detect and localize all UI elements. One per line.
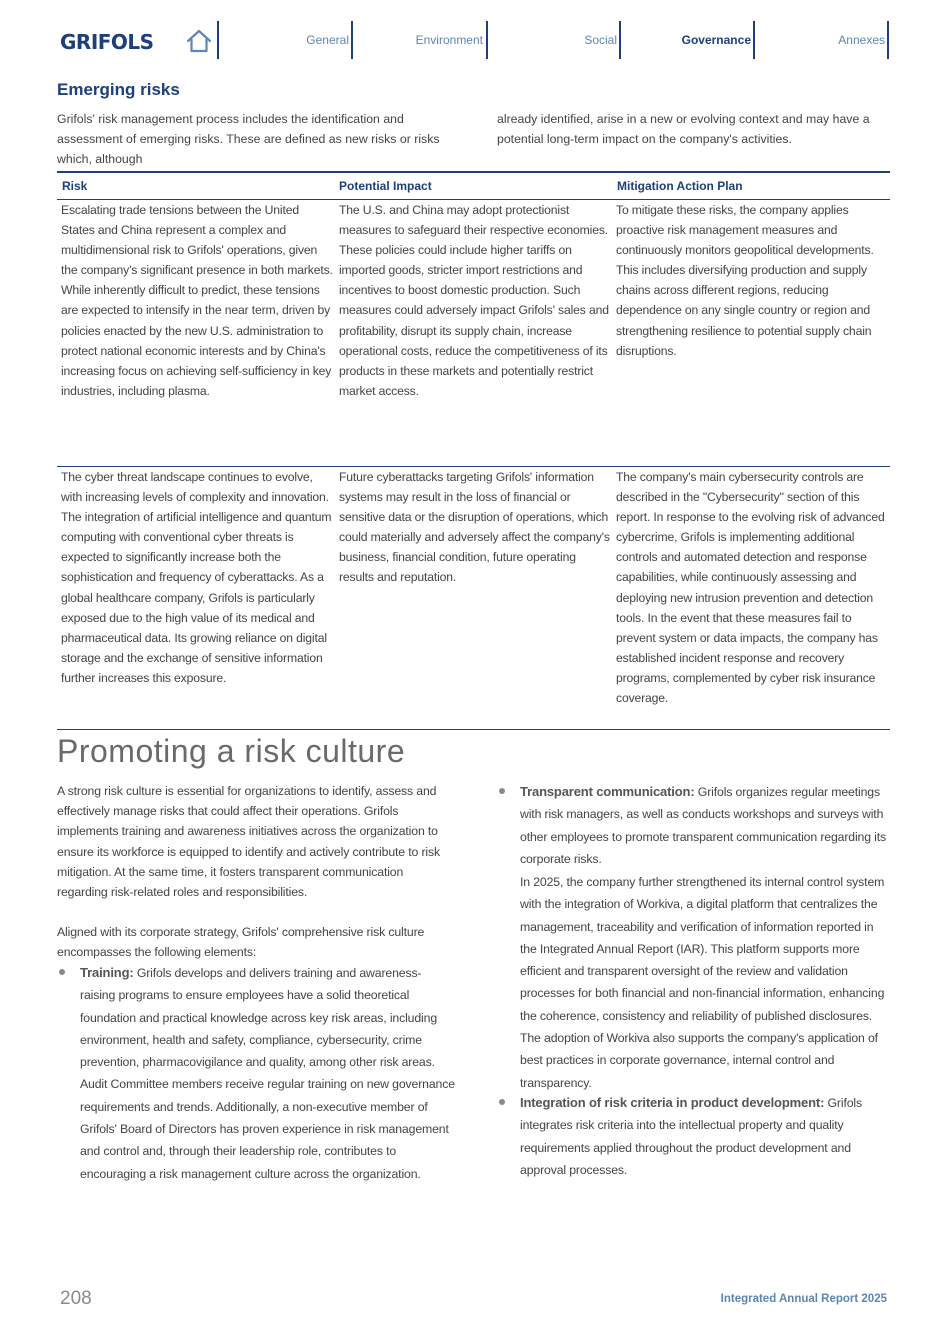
table-header-impact: Potential Impact	[339, 179, 432, 193]
table-top-rule	[57, 171, 890, 173]
section-title-emerging-risks: Emerging risks	[57, 80, 180, 99]
nav-separator	[887, 21, 889, 59]
table-cell-impact: Future cyberattacks targeting Grifols' information systems may result in the loss of financial or sensitive data or the disruption of operations, which could materially and adversely affect the company's business, financial condition, future operating results and reputation.	[339, 470, 610, 585]
table-header-risk: Risk	[62, 179, 88, 193]
nav-annexes[interactable]: Annexes	[838, 33, 885, 47]
nav-separator	[351, 21, 353, 59]
page-number: 208	[60, 1288, 92, 1309]
paragraph: Aligned with its corporate strategy, Grifols' comprehensive risk culture encompasses the following elements:	[57, 925, 425, 960]
bullet-icon	[499, 788, 505, 794]
section-title-promoting-risk-culture: Promoting a risk culture	[57, 733, 406, 769]
nav-separator	[486, 21, 488, 59]
bullet-icon	[499, 1099, 505, 1105]
report-name[interactable]: Integrated Annual Report 2025	[720, 1293, 887, 1305]
intro-text-left: Grifols' risk management process includes the identification and assessment of emerging risks. These are defined as new risks or risks which, although	[57, 112, 440, 166]
bullet-training	[80, 962, 455, 1185]
bullet-integration-risk-criteria	[520, 1092, 892, 1181]
bullet-text: Grifols integrates risk criteria into the intellectual property and quality requirements applied throughout the product development and approval processes.	[520, 1096, 862, 1177]
bullet-text: Grifols organizes regular meetings with risk managers, as well as conducts workshops and surveys with other employees to promote transparent communication regarding its corporate risks.	[520, 785, 887, 866]
nav-separator	[753, 21, 755, 59]
table-cell-risk: Escalating trade tensions between the United States and China represent a complex and multidimensional risk to Grifols' operations, given the company's significant presence in both markets. While inherently difficult to predict, these tensions are expected to intensify in the near term, driven by policies enacted by the new U.S. administration to protect national economic interests and by China's increasing focus on achieving self-sufficiency in key industries, including plasma.	[61, 203, 333, 398]
bullet-label: Transparent communication:	[520, 784, 695, 799]
bullet-icon	[59, 969, 65, 975]
nav-separator	[217, 21, 219, 59]
table-cell-mitigation: To mitigate these risks, the company applies proactive risk management measures and continuously monitors geopolitical developments. This includes diversifying production and supply chains across different regions, reducing dependence on any single country or region and strengthening resilience to potential supply chain disruptions.	[616, 203, 874, 358]
table-cell-mitigation: The company's main cybersecurity controls are described in the "Cybersecurity" section of this report. In response to the evolving risk of advanced cybercrime, Grifols is implementing additional controls and automated detection and response capabilities, while continuously assessing and deploying new intrusion prevention and detection tools. In the event that these measures fail to prevent system or data impacts, the company has established incident response and recovery programs, complemented by cyber risk insurance coverage.	[616, 470, 885, 706]
bullet-extra-paragraph: In 2025, the company further strengthened its internal control system with the integration of Workiva, a digital platform that centralizes the management, traceability and verification of information reported in the Integrated Annual Report (IAR). This platform supports more efficient and transparent oversight of the review and validation processes for both financial and non-financial information, enhancing the coherence, consistency and reliability of published disclosures. The adoption of Workiva also supports the company's application of best practices in corporate governance, internal control and transparency.	[520, 875, 885, 1090]
nav-social[interactable]: Social	[584, 33, 617, 47]
table-cell-impact: The U.S. and China may adopt protectionist measures to safeguard their respective economies. These policies could include higher tariffs on imported goods, stricter import restrictions and incentives to boost domestic production. Such measures could adversely impact Grifols' sales and profitability, disrupt its supply chain, increase operational costs, reduce the competitiveness of its products in these markets and potentially restrict market access.	[339, 203, 609, 398]
bullet-label: Training:	[80, 965, 134, 980]
paragraph: A strong risk culture is essential for organizations to identify, assess and effectively manage risks that could affect their operations. Grifols implements training and awareness initiatives across the organization to ensure its workforce is equipped to identify and actively contribute to risk mitigation. At the same time, it fosters transparent communication regarding risk-related roles and responsibilities.	[57, 784, 440, 900]
home-icon[interactable]	[185, 28, 213, 54]
bullet-label: Integration of risk criteria in product development:	[520, 1095, 825, 1110]
intro-text-right: already identified, arise in a new or evolving context and may have a potential long-term impact on the company's activities.	[497, 112, 870, 146]
table-header-mitigation: Mitigation Action Plan	[617, 179, 743, 193]
nav-general[interactable]: General	[306, 33, 349, 47]
nav-governance[interactable]: Governance	[681, 33, 751, 47]
table-cell-risk: The cyber threat landscape continues to evolve, with increasing levels of complexity and innovation. The integration of artificial intelligence and quantum computing with conventional cyber threats is expected to significantly increase both the sophistication and frequency of cyberattacks. As a global healthcare company, Grifols is particularly exposed due to the high value of its medical and pharmaceutical data. Its growing reliance on digital storage and the exchange of sensitive information further increases this exposure.	[61, 470, 332, 685]
nav-separator	[619, 21, 621, 59]
grifols-logo[interactable]: GRIFOLS	[60, 30, 154, 54]
bullet-transparent-communication	[520, 781, 892, 870]
bullet-text: Grifols develops and delivers training and awareness-raising programs to ensure employees have a solid theoretical foundation and practical knowledge across key risk areas, including environment, health and safety, compliance, cybersecurity, crime prevention, pharmacovigilance and quality, among other risk areas. Audit Committee members receive regular training on new governance requirements and trends. Additionally, a non-executive member of Grifols' Board of Directors has proven experience in risk management and control and, through their leadership role, contributes to encouraging a risk management culture across the organization.	[80, 966, 455, 1181]
nav-environment[interactable]: Environment	[415, 33, 483, 47]
table-bottom-rule	[57, 729, 890, 730]
